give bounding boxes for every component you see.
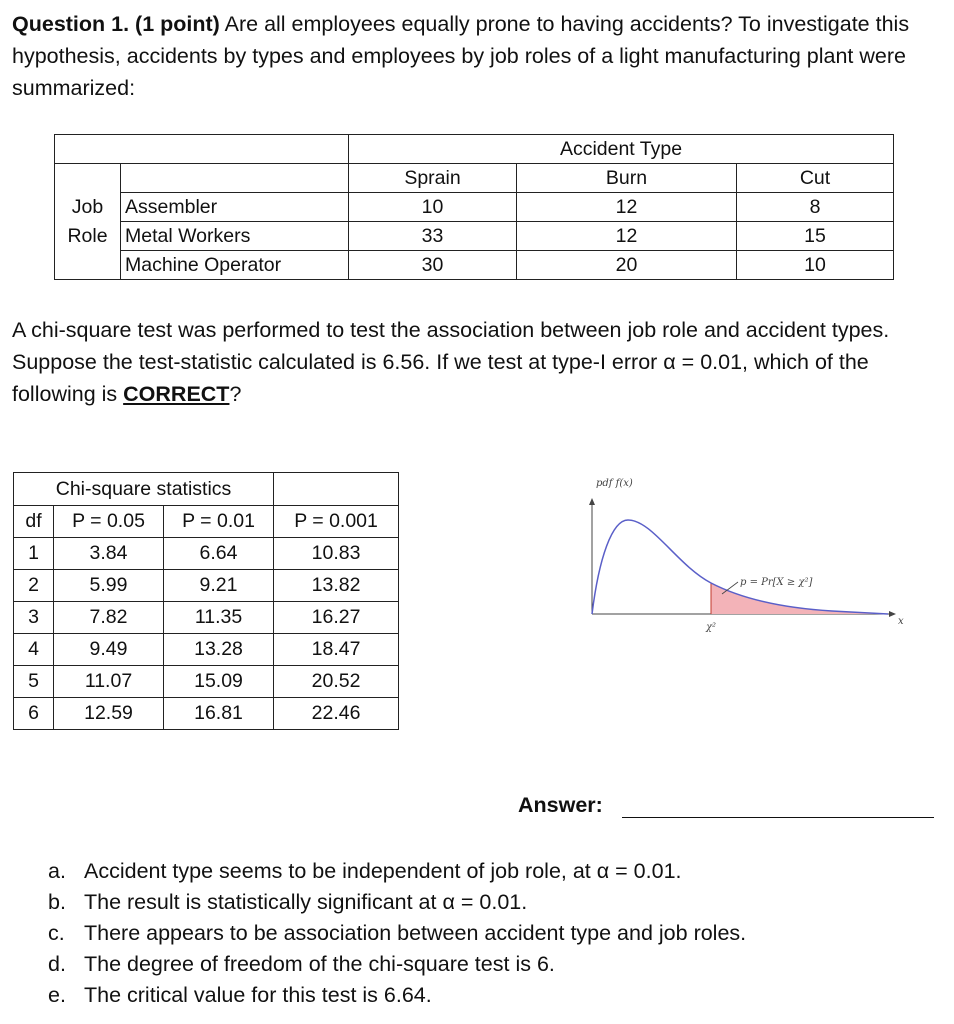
table-row [14, 602, 399, 634]
table-row [55, 164, 894, 193]
option-e [48, 980, 746, 1011]
correct-emphasis: CORRECT [123, 382, 230, 406]
table-cell: 33 [349, 222, 517, 251]
table-row [14, 473, 399, 506]
option-letter: b. [48, 890, 66, 914]
test-description [12, 314, 942, 410]
table-cell: 20.52 [274, 666, 399, 698]
answer-options [48, 856, 746, 1011]
table-cell: 10 [737, 251, 894, 280]
table-cell: 10.83 [274, 538, 399, 570]
column-group-header: Accident Type [349, 135, 894, 164]
table-cell: 1 [14, 538, 54, 570]
empty-cell [55, 135, 349, 164]
option-letter: e. [48, 983, 66, 1007]
contingency-table [54, 134, 894, 280]
x-axis-arrow [889, 611, 896, 617]
table-cell: 3 [14, 602, 54, 634]
option-letter: a. [48, 859, 66, 883]
table-cell: 12 [517, 193, 737, 222]
option-text: The critical value for this test is 6.64. [84, 983, 432, 1007]
question-mark: ? [229, 382, 242, 406]
table-cell: 9.21 [164, 570, 274, 602]
table-cell: 11.35 [164, 602, 274, 634]
chi-square-table [13, 472, 399, 730]
row-group-header: Job [55, 193, 121, 222]
chi-square-distribution-graph [582, 468, 912, 638]
table-cell: 4 [14, 634, 54, 666]
chi-table-title: Chi-square statistics [14, 473, 274, 506]
table-cell: 7.82 [54, 602, 164, 634]
table-cell: 10 [349, 193, 517, 222]
question-label: Question 1. (1 point) [12, 12, 220, 36]
empty-cell [55, 164, 121, 193]
table-row [14, 570, 399, 602]
graph-y-label: pdf f(x) [596, 478, 633, 489]
table-cell: 13.82 [274, 570, 399, 602]
graph-x-label: x [898, 616, 904, 627]
option-letter: c. [48, 921, 65, 945]
option-a [48, 856, 746, 887]
empty-cell [274, 473, 399, 506]
table-cell: 13.28 [164, 634, 274, 666]
table-row [14, 666, 399, 698]
option-b [48, 887, 746, 918]
table-row [55, 222, 894, 251]
table-row [55, 251, 894, 280]
table-cell: 12.59 [54, 698, 164, 730]
table-row [55, 135, 894, 164]
option-text: Accident type seems to be independent of job role, at α = 0.01. [84, 859, 682, 883]
option-text: The degree of freedom of the chi-square test is 6. [84, 952, 555, 976]
table-cell: 22.46 [274, 698, 399, 730]
table-row [14, 698, 399, 730]
table-cell: 18.47 [274, 634, 399, 666]
answer-label: Answer: [518, 793, 603, 817]
option-letter: d. [48, 952, 66, 976]
table-cell: 5 [14, 666, 54, 698]
answer-blank[interactable] [622, 817, 934, 818]
column-header: P = 0.001 [274, 506, 399, 538]
option-text: The result is statistically significant at α = 0.01. [84, 890, 528, 914]
table-row [55, 193, 894, 222]
table-cell: 6.64 [164, 538, 274, 570]
question-intro [12, 8, 942, 104]
test-description-text: A chi-square test was performed to test the association between job role and accident types. Suppose the test-statistic calculated is 6.56. If we test at type-I error α = 0.01, which of the following is [12, 318, 890, 406]
option-text: There appears to be association between accident type and job roles. [84, 921, 747, 945]
table-cell: 8 [737, 193, 894, 222]
row-group-header: Role [55, 222, 121, 251]
empty-cell [121, 164, 349, 193]
row-label: Metal Workers [121, 222, 349, 251]
table-row [14, 506, 399, 538]
option-d [48, 949, 746, 980]
column-header: P = 0.01 [164, 506, 274, 538]
empty-cell [55, 251, 121, 280]
row-label: Machine Operator [121, 251, 349, 280]
table-cell: 16.27 [274, 602, 399, 634]
column-header: Burn [517, 164, 737, 193]
table-cell: 2 [14, 570, 54, 602]
graph-critical-label: χ² [706, 622, 717, 633]
table-cell: 11.07 [54, 666, 164, 698]
table-cell: 9.49 [54, 634, 164, 666]
option-c [48, 918, 746, 949]
column-header: df [14, 506, 54, 538]
row-label: Assembler [121, 193, 349, 222]
table-cell: 20 [517, 251, 737, 280]
question-intro-text: Are all employees equally prone to having accidents? To investigate this hypothesis, accidents by types and employees by job roles of a light manufacturing plant were summarized: [12, 12, 910, 100]
table-cell: 15 [737, 222, 894, 251]
table-cell: 5.99 [54, 570, 164, 602]
table-row [14, 538, 399, 570]
graph-area-label: p = Pr[X ≥ χ²] [740, 577, 813, 588]
table-cell: 30 [349, 251, 517, 280]
table-row [14, 634, 399, 666]
table-cell: 12 [517, 222, 737, 251]
column-header: P = 0.05 [54, 506, 164, 538]
table-cell: 16.81 [164, 698, 274, 730]
table-cell: 6 [14, 698, 54, 730]
column-header: Sprain [349, 164, 517, 193]
table-cell: 15.09 [164, 666, 274, 698]
table-cell: 3.84 [54, 538, 164, 570]
column-header: Cut [737, 164, 894, 193]
y-axis-arrow [589, 498, 595, 505]
